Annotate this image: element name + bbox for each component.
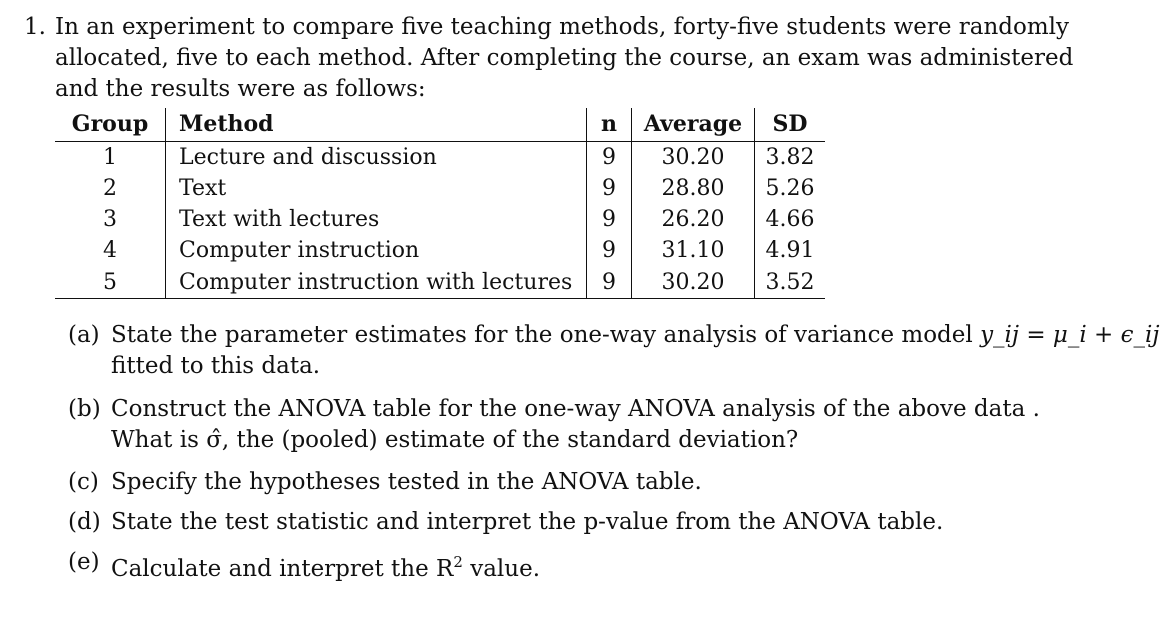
header-n: n	[587, 108, 632, 142]
part-a-line-2: fitted to this data.	[111, 353, 321, 379]
cell-sd: 3.52	[755, 266, 826, 299]
part-b-label: (b)	[68, 396, 101, 422]
cell-n: 9	[587, 173, 632, 204]
cell-n: 9	[587, 204, 632, 235]
cell-method: Text	[166, 173, 587, 204]
cell-average: 30.20	[632, 142, 755, 174]
part-c-line-1: Specify the hypotheses tested in the ANOVA table.	[111, 469, 702, 495]
cell-sd: 5.26	[765, 176, 815, 201]
table-row	[55, 266, 825, 299]
part-e-label: (e)	[68, 549, 100, 575]
cell-group: 1	[55, 142, 166, 174]
part-a-line-1: State the parameter estimates for the one-way analysis of variance model	[111, 322, 981, 348]
table-header-row	[55, 108, 825, 142]
part-b-line-1: Construct the ANOVA table for the one-way ANOVA analysis of the above data .	[111, 396, 1040, 422]
part-a-label: (a)	[68, 322, 100, 348]
part-c-label: (c)	[68, 469, 99, 495]
intro-line-2: allocated, five to each method. After completing the course, an exam was administered	[55, 45, 1074, 71]
cell-sd: 3.82	[765, 145, 815, 170]
intro-line-3: and the results were as follows:	[55, 76, 426, 102]
cell-group: 2	[55, 173, 166, 204]
question-intro	[55, 12, 1074, 105]
part-b-line-2: What is σ̂, the (pooled) estimate of the standard deviation?	[111, 427, 799, 453]
cell-sd: 4.66	[765, 207, 815, 232]
header-group: Group	[55, 108, 166, 142]
part-a-text	[111, 320, 1160, 382]
header-average: Average	[632, 108, 755, 142]
teaching-methods-table	[55, 108, 825, 299]
table-row	[55, 235, 825, 266]
cell-average: 26.20	[632, 204, 755, 235]
anova-model-formula: y_ij = μ_i + ϵ_ij	[980, 322, 1160, 348]
header-sd: SD	[755, 108, 826, 142]
cell-average: 30.20	[632, 266, 755, 299]
part-e-line-1-end: value.	[462, 556, 541, 582]
cell-sd: 4.91	[765, 238, 815, 263]
cell-average: 28.80	[632, 173, 755, 204]
cell-method: Text with lectures	[166, 204, 587, 235]
question-number: 1.	[24, 14, 46, 40]
table-row	[55, 204, 825, 235]
part-d-line-1: State the test statistic and interpret the p-value from the ANOVA table.	[111, 509, 944, 535]
cell-average: 31.10	[632, 235, 755, 266]
cell-n: 9	[587, 266, 632, 299]
cell-method: Computer instruction	[166, 235, 587, 266]
table-row	[55, 173, 825, 204]
part-b-text	[111, 394, 1048, 456]
cell-n: 9	[587, 235, 632, 266]
header-method: Method	[166, 108, 587, 142]
cell-n: 9	[587, 142, 632, 174]
intro-line-1: In an experiment to compare five teaching methods, forty-five students were randomly	[55, 14, 1070, 40]
cell-method: Lecture and discussion	[166, 142, 587, 174]
cell-group: 3	[55, 204, 166, 235]
cell-method: Computer instruction with lectures	[166, 266, 587, 299]
cell-group: 4	[55, 235, 166, 266]
table-row	[55, 142, 825, 174]
r-squared-exponent: 2	[453, 553, 463, 571]
cell-group: 5	[55, 266, 166, 299]
part-e-line-1: Calculate and interpret the R	[111, 556, 454, 582]
part-d-label: (d)	[68, 509, 101, 535]
